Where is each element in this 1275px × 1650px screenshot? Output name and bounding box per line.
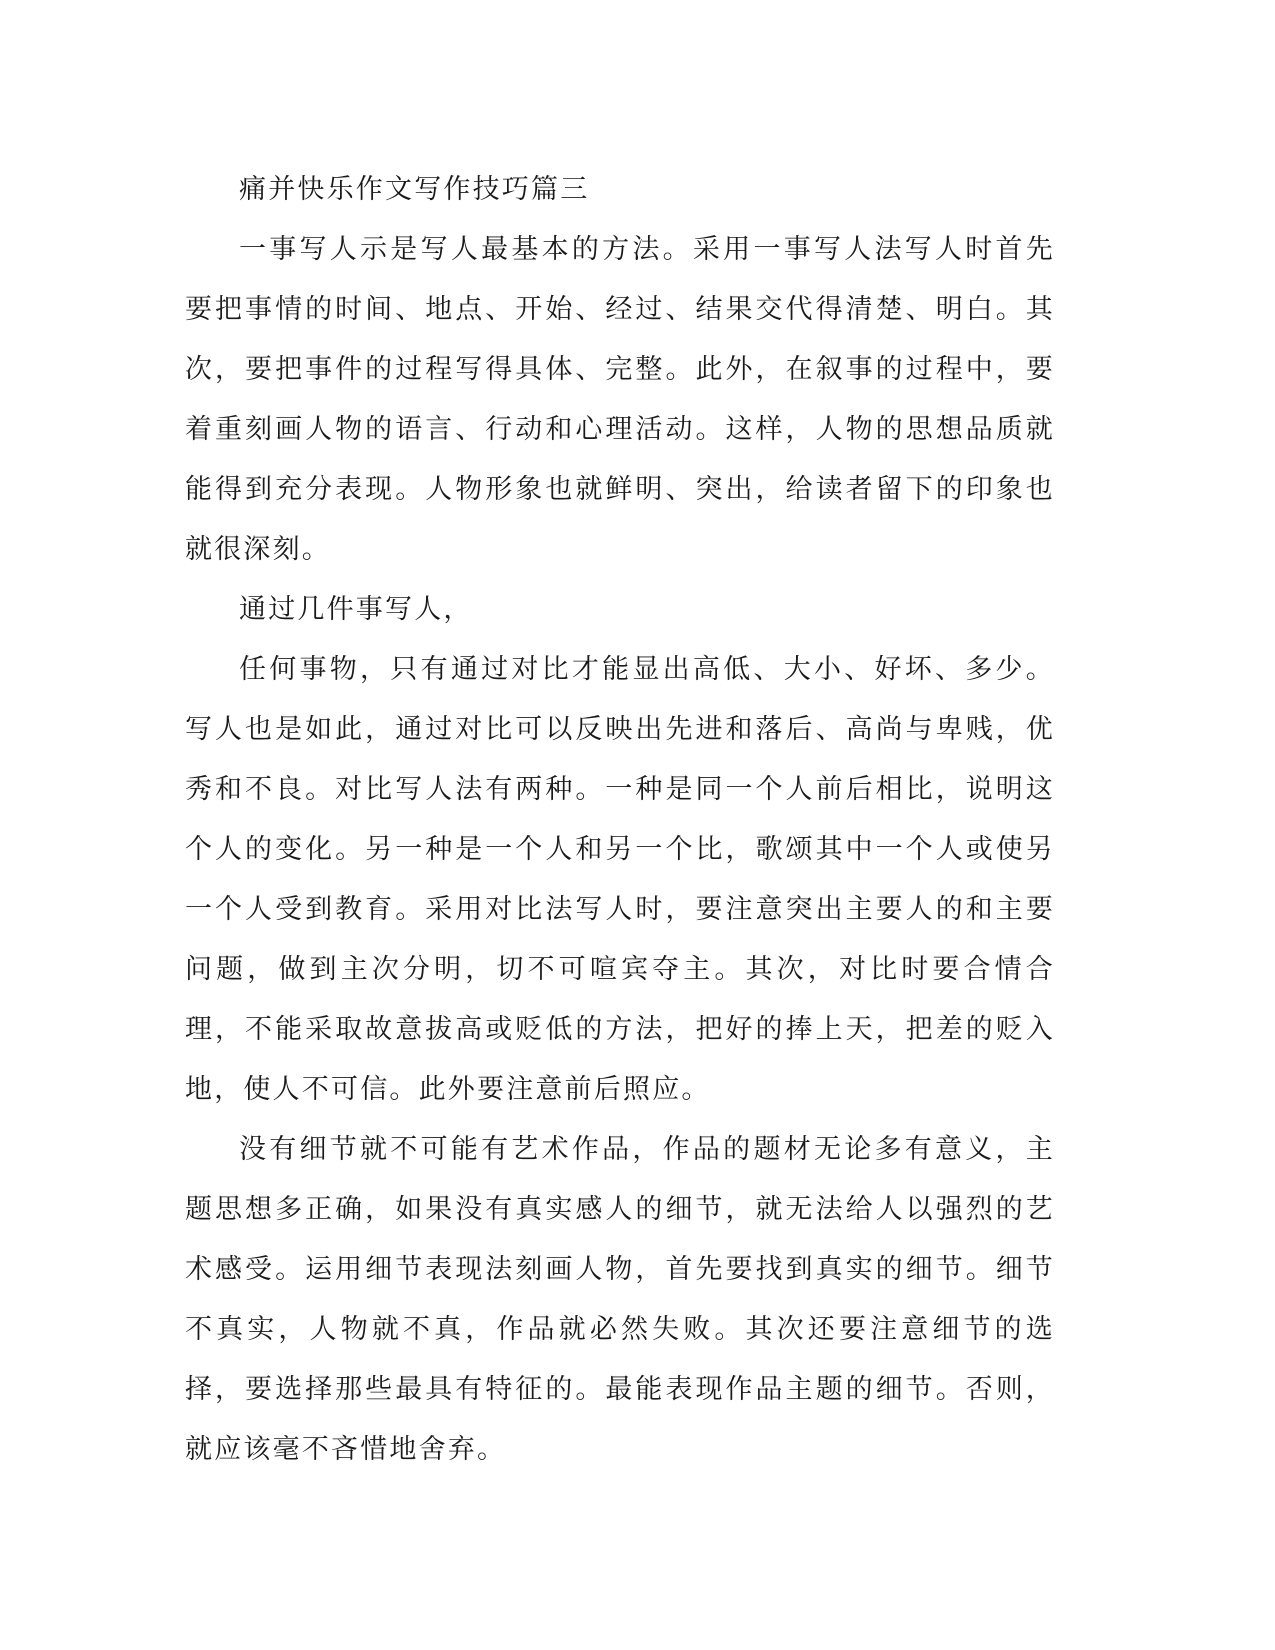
paragraph-contrast: 任何事物，只有通过对比才能显出高低、大小、好坏、多少。写人也是如此，通过对比可以反映出先进和落后、高尚与卑贱，优秀和不良。对比写人法有两种。一种是同一个人前后相比，说明这个人的变化。另一种是一个人和另一个比，歌颂其中一个人或使另一个人受到教育。采用对比法写人时，要注意突出主要人的和主要问题，做到主次分明，切不可喧宾夺主。其次，对比时要合情合理，不能采取故意拔高或贬低的方法，把好的捧上天，把差的贬入地，使人不可信。此外要注意前后照应。 [185, 654, 1055, 1105]
section-heading: 痛并快乐作文写作技巧篇三 [239, 174, 590, 205]
paragraph-details: 没有细节就不可能有艺术作品，作品的题材无论多有意义，主题思想多正确，如果没有真实感人的细节，就无法给人以强烈的艺术感受。运用细节表现法刻画人物，首先要找到真实的细节。细节不真实，人物就不真，作品就必然失败。其次还要注意细节的选择，要选择那些最具有特征的。最能表现作品主题的细节。否则，就应该毫不吝惜地舍弃。 [185, 1134, 1055, 1465]
document-body [185, 160, 1055, 1480]
paragraph-several-events: 通过几件事写人， [239, 594, 473, 625]
paragraph-single-event: 一事写人示是写人最基本的方法。采用一事写人法写人时首先要把事情的时间、地点、开始、经过、结果交代得清楚、明白。其次，要把事件的过程写得具体、完整。此外，在叙事的过程中，要着重刻画人物的语言、行动和心理活动。这样，人物的思想品质就能得到充分表现。人物形象也就鲜明、突出，给读者留下的印象也就很深刻。 [185, 234, 1055, 565]
